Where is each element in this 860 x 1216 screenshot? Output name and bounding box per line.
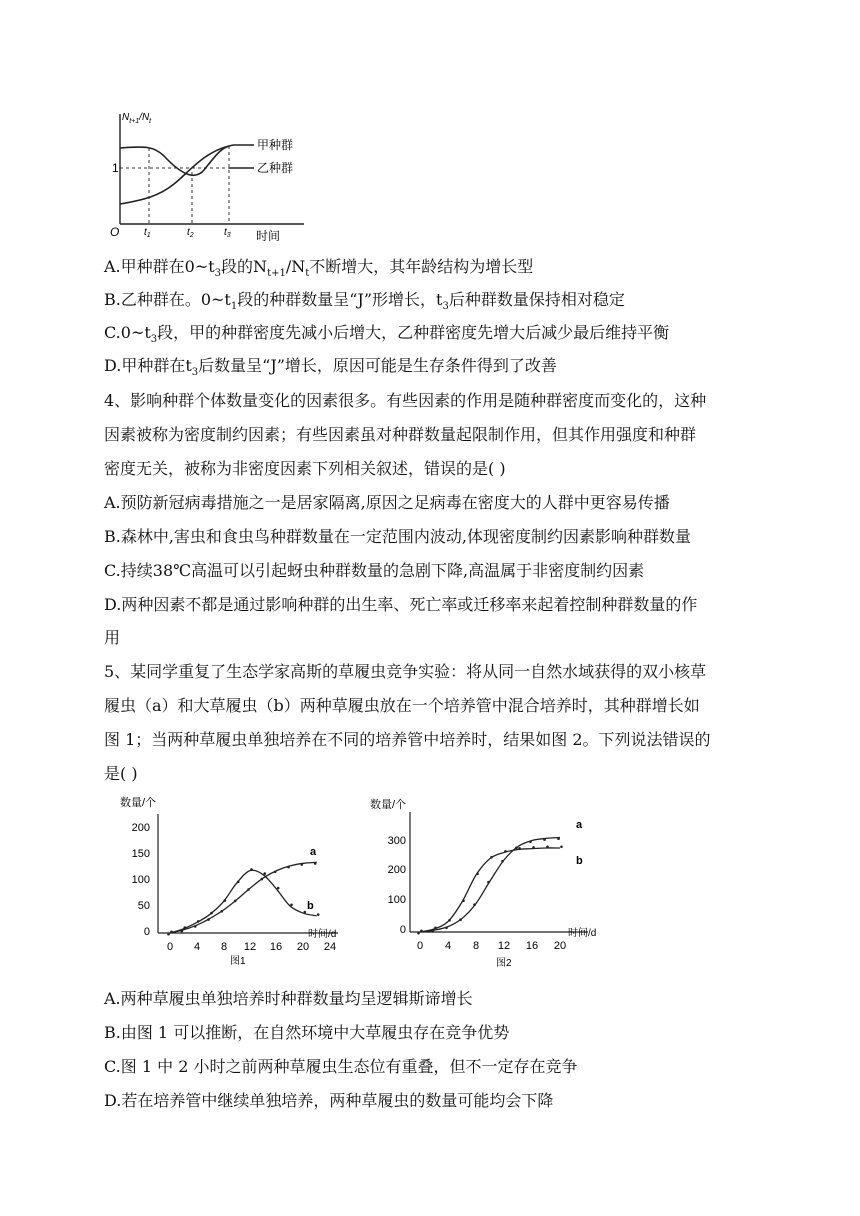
q4-option-b: B.森林中,害虫和食虫鸟种群数量在一定范围内波动,体现密度制约因素影响种群数量 (104, 527, 692, 546)
x-axis-label: 时间 (256, 229, 281, 243)
fig1-x-tick-24: 24 (323, 941, 337, 953)
q5-option-d: D.若在培养管中继续单独培养，两种草履虫的数量可能均会下降 (104, 1091, 554, 1110)
fig2-series-b-point (490, 856, 493, 859)
fig2-series-a-line (420, 838, 560, 933)
curve-yi (120, 146, 229, 204)
fig2-series-b-point (448, 919, 451, 922)
fig2-caption: 图2 (496, 958, 512, 969)
fig2-x-label: 时间/d (568, 928, 597, 939)
fig2-series-a-point (417, 932, 420, 935)
q5-option-c: C.图 1 中 2 小时之前两种草履虫生态位有重叠，但不一定存在竞争 (104, 1057, 578, 1076)
fig1-y-tick-0: 0 (143, 926, 150, 938)
fig1-series-b-label: b (307, 900, 314, 912)
fig2-series-a-point (487, 881, 490, 884)
fig2-series-b-point (434, 927, 437, 930)
fig1-x-label: 时间/d (308, 929, 337, 940)
fig2-x-tick-16: 16 (525, 940, 539, 952)
fig1-series-b-point (197, 920, 200, 923)
fig2-series-b-point (462, 900, 465, 903)
fig2-series-a-point (501, 860, 504, 863)
fig1-series-b-point (264, 872, 267, 875)
fig2-series-a-point (431, 930, 434, 933)
fig1-series-b-point (237, 881, 240, 884)
q5-option-b: B.由图 1 可以推断，在自然环境中大草履虫存在竞争优势 (104, 1023, 510, 1042)
fig2-series-a-point (557, 837, 560, 840)
q3-option-d: D.甲种群在$t_3$后数量呈“J”增长，原因可能是生存条件得到了改善 (104, 356, 557, 379)
fig1-series-a-point (234, 900, 237, 903)
fig2-x-tick-8: 8 (472, 940, 480, 952)
fig1-series-b-point (317, 913, 320, 916)
fig1-y-label: 数量/个 (120, 797, 157, 809)
q5-stem-line-3: 图 1；当两种草履虫单独培养在不同的培养管中培养时，结果如图 2。下列说法错误的 (104, 730, 711, 749)
origin-label: O (110, 225, 120, 239)
fig1-series-b-point (304, 911, 307, 914)
fig1-series-a-point (194, 925, 197, 928)
fig1-series-a-point (287, 866, 290, 869)
fig1-series-b-point (210, 912, 213, 915)
fig2-series-a-point (515, 846, 518, 849)
fig2-series-b-label: b (576, 855, 583, 867)
fig1-series-a-point (301, 863, 304, 866)
fig2-y-tick-200: 200 (387, 864, 406, 876)
q5-option-a: A.两种草履虫单独培养时种群数量均呈逻辑斯谛增长 (104, 989, 473, 1008)
fig2-y-tick-300: 300 (387, 835, 406, 847)
q4-option-d-line-2: 用 (104, 628, 121, 647)
q4-stem-line-1: 4、影响种群个体数量变化的因素很多。有些因素的作用是随种群密度而变化的，这种 (104, 391, 707, 410)
fig2-y-tick-100: 100 (387, 894, 406, 906)
q5-stem-line-4: 是( ) (104, 764, 138, 783)
fig1-y-tick-150: 150 (131, 848, 150, 860)
fig1-series-a-point (274, 871, 277, 874)
q5-stem-line-2: 履虫（a）和大草履虫（b）两种草履虫放在一个培养管中混合培养时，其种群增长如 (104, 696, 700, 715)
fig1-series-a-point (261, 878, 264, 881)
fig2-series-b-point (476, 873, 479, 876)
svg-text:Nt+1/Nt: $N_{t+1}/N_t$ (122, 112, 152, 125)
fig1-series-a-point (314, 862, 317, 865)
q4-option-a: A.预防新冠病毒措施之一是居家隔离,原因之足病毒在密度大的人群中更容易传播 (104, 493, 670, 512)
fig1-x-tick-20: 20 (296, 941, 310, 953)
x-tick-t1 (144, 227, 151, 239)
svg-text:t2: $t_2$ (187, 227, 194, 239)
fig1-series-b-point (224, 899, 227, 902)
x-tick-t3 (224, 227, 231, 239)
fig2-series-a-point (445, 927, 448, 930)
svg-text:t1: $t_1$ (144, 227, 151, 239)
q3-option-c: $C.0\sim t_3$段，甲的种群密度先减小后增大，乙种群密度先增大后减少最后维持平衡 (104, 323, 670, 346)
fig2-series-a-point (543, 838, 546, 841)
fig2-series-b-point (420, 930, 423, 933)
fig2-x-tick-0: 0 (416, 940, 424, 952)
fig1-series-a-point (167, 933, 170, 936)
fig2-series-b-line (420, 848, 560, 932)
fig1-series-b-line (170, 870, 317, 933)
fig1-series-b-point (170, 931, 173, 934)
fig1-series-a-line (170, 862, 317, 933)
fig1-series-a-label: a (310, 846, 317, 858)
fig2-series-b-point (560, 846, 563, 849)
fig2-y-tick-0: 0 (399, 924, 406, 936)
q4-stem-line-3: 密度无关，被称为非密度因素下列相关叙述，错误的是( ) (104, 459, 506, 478)
fig2-series-b-point (532, 846, 535, 849)
fig1-x-tick-8: 8 (220, 941, 228, 953)
fig2-series-a-point (473, 903, 476, 906)
q4-option-d-line-1: D.两种因素不都是通过影响种群的出生率、死亡率或迁移率来起着控制种群数量的作 (104, 595, 698, 614)
fig2-series-a-label: a (576, 819, 583, 831)
q4-option-c: C.持续38℃高温可以引起蚜虫种群数量的急剧下降,高温属于非密度制约因素 (104, 561, 645, 580)
svg-text:t3: $t_3$ (224, 227, 231, 239)
x-tick-t2 (187, 227, 194, 239)
q3-option-b: B.乙种群在。$0\sim t_1$段的种群数量呈“J”形增长，$t_3$后种群数量保持相对稳定 (104, 290, 625, 313)
fig2-x-tick-20: 20 (553, 940, 567, 952)
population-ratio-figure (104, 100, 324, 245)
y-axis-label (122, 112, 152, 125)
legend-yi: 乙种群 (257, 161, 294, 175)
fig2-series-a-point (459, 918, 462, 921)
fig1-y-tick-200: 200 (131, 822, 150, 834)
fig2-series-a-point (529, 840, 532, 843)
legend-jia: 甲种群 (257, 138, 294, 152)
fig2-series-b-point (546, 846, 549, 849)
fig1-caption: 图1 (230, 956, 246, 967)
fig1-series-b-point (290, 904, 293, 907)
fig1-y-tick-100: 100 (131, 874, 150, 886)
fig2-x-tick-4: 4 (444, 940, 452, 952)
fig2-y-label: 数量/个 (370, 799, 407, 811)
fig1-series-b-point (184, 926, 187, 929)
fig2-x-tick-12: 12 (497, 940, 511, 952)
q4-stem-line-2: 因素被称为密度制约因素；有些因素虽对种群数量起限制作用，但其作用强度和种群 (104, 425, 697, 444)
y-tick-1: 1 (112, 161, 119, 175)
q3-option-a: A.甲种群在$0\sim t_3$段的$N_{t+1}/N_t$不断增大，其年龄结构为增长型 (104, 257, 534, 280)
fig1-x-tick-0: 0 (166, 941, 174, 953)
fig2-series-b-point (504, 850, 507, 853)
curve-jia (120, 145, 254, 175)
figure-1-mixed-culture-chart (110, 792, 350, 980)
fig1-x-tick-4: 4 (193, 941, 201, 953)
fig1-y-tick-50: 50 (137, 900, 150, 912)
fig1-series-a-point (207, 918, 210, 921)
fig1-x-tick-16: 16 (269, 941, 283, 953)
fig1-series-b-point (277, 887, 280, 890)
fig1-x-tick-12: 12 (243, 941, 257, 953)
fig1-series-a-point (221, 910, 224, 913)
fig1-series-a-point (247, 888, 250, 891)
q5-stem-line-1: 5、某同学重复了生态学家高斯的草履虫竞争实验：将从同一自然水域获得的双小核草 (104, 662, 707, 681)
figure-2-separate-culture-chart (368, 794, 628, 974)
fig2-series-b-point (518, 847, 521, 850)
fig1-series-b-point (250, 868, 253, 871)
